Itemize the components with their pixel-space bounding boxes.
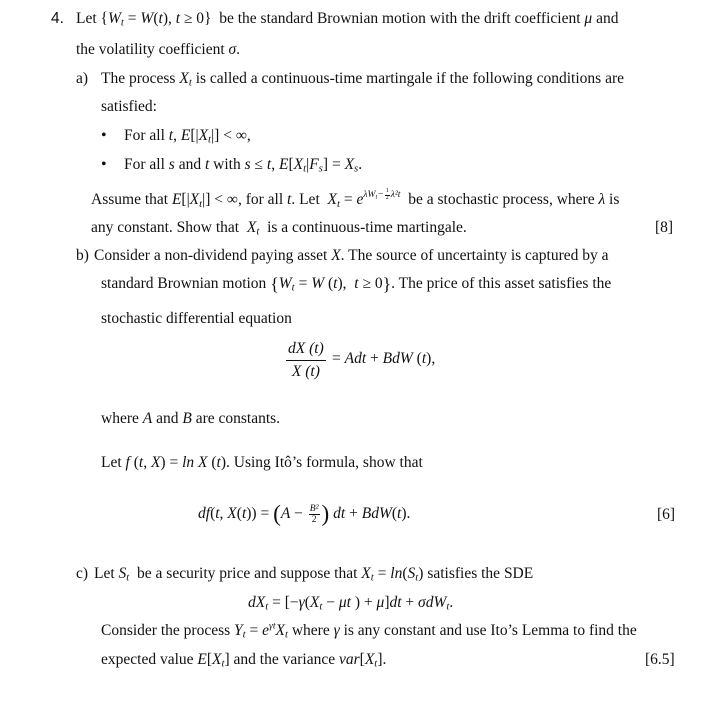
part-c-line-1: Let $S_t$ be a security price and suppose that $X_t = \ln(S_t)$ satisfies the SDE [94,565,534,584]
part-c-line-2: Consider the process $Y_t = e^{\gamma t}X_t$ where γ is any constant and use Ito’s Lemma to find the [101,620,637,641]
part-b-equation [286,339,466,383]
part-c-marks: [6.5] [645,651,675,668]
part-b-line-3: stochastic differential equation [101,310,292,327]
sde-rhs: = Adt + BdW (t), [332,350,436,367]
part-a-line-2: satisfied: [101,98,157,115]
part-b-ito-line: Let f (t, X) = ln X (t). Using Itô’s formula, show that [101,454,423,471]
part-a-bullet-2: For all s and t with s ≤ t, $E[X_t|F_s] = X_s$. [124,156,363,175]
part-c-sde: $dX_t = [-\gamma(X_t - \mu t$ ) + μ]dt + σdW$_t$. [248,594,454,613]
part-b-result: df(t, X(t)) = (A − $\frac{\text{B²}}{2}$ ) dt + BdW(t). [198,501,411,527]
part-c-label: c) [76,565,89,582]
question-intro-line-2: the volatility coefficient σ. [76,41,241,58]
part-b-line-1: Consider a non-dividend paying asset X. The source of uncertainty is captured by a [94,247,609,264]
part-a-show-line: any constant. Show that $X_t$ is a continuous-time martingale. [91,219,467,238]
part-c-line-3: expected value $E[X_t]$ and the variance $var[X_t]$. [101,651,387,670]
part-a-bullet-1: For all t, $E[|X_t|]$ < ∞, [124,127,251,146]
part-b-label: b) [76,247,89,264]
sde-fraction: $\frac{dX (t)}{X (t)}$ [288,340,324,380]
part-a-assume-line: Assume that $E[|X_t|]$ < ∞, for all t. Let $X_t = e^{\lambda W_t- \frac{1}{2} \lambda^2t}$ be a stochastic process, where λ is [91,188,620,210]
part-b-constants-line: where A and B are constants. [101,410,281,427]
part-b-line-2: standard Brownian motion {$W_t = W$ (t), t ≥ 0}. The price of this asset satisfies the [101,274,612,295]
part-a-line-1: The process $X_t$ is called a continuous-time martingale if the following conditions are [101,70,624,89]
part-a-marks: [8] [655,219,674,236]
part-b-marks: [6] [657,506,676,523]
question-number: 4. [51,10,64,27]
question-intro-line-1: Let {$W_t = W(t)$, t ≥ 0} be the standard Brownian motion with the drift coefficient μ and [76,10,619,29]
bullet-1-marker: • [101,127,107,144]
bullet-2-marker: • [101,156,107,173]
part-a-label: a) [76,70,89,87]
